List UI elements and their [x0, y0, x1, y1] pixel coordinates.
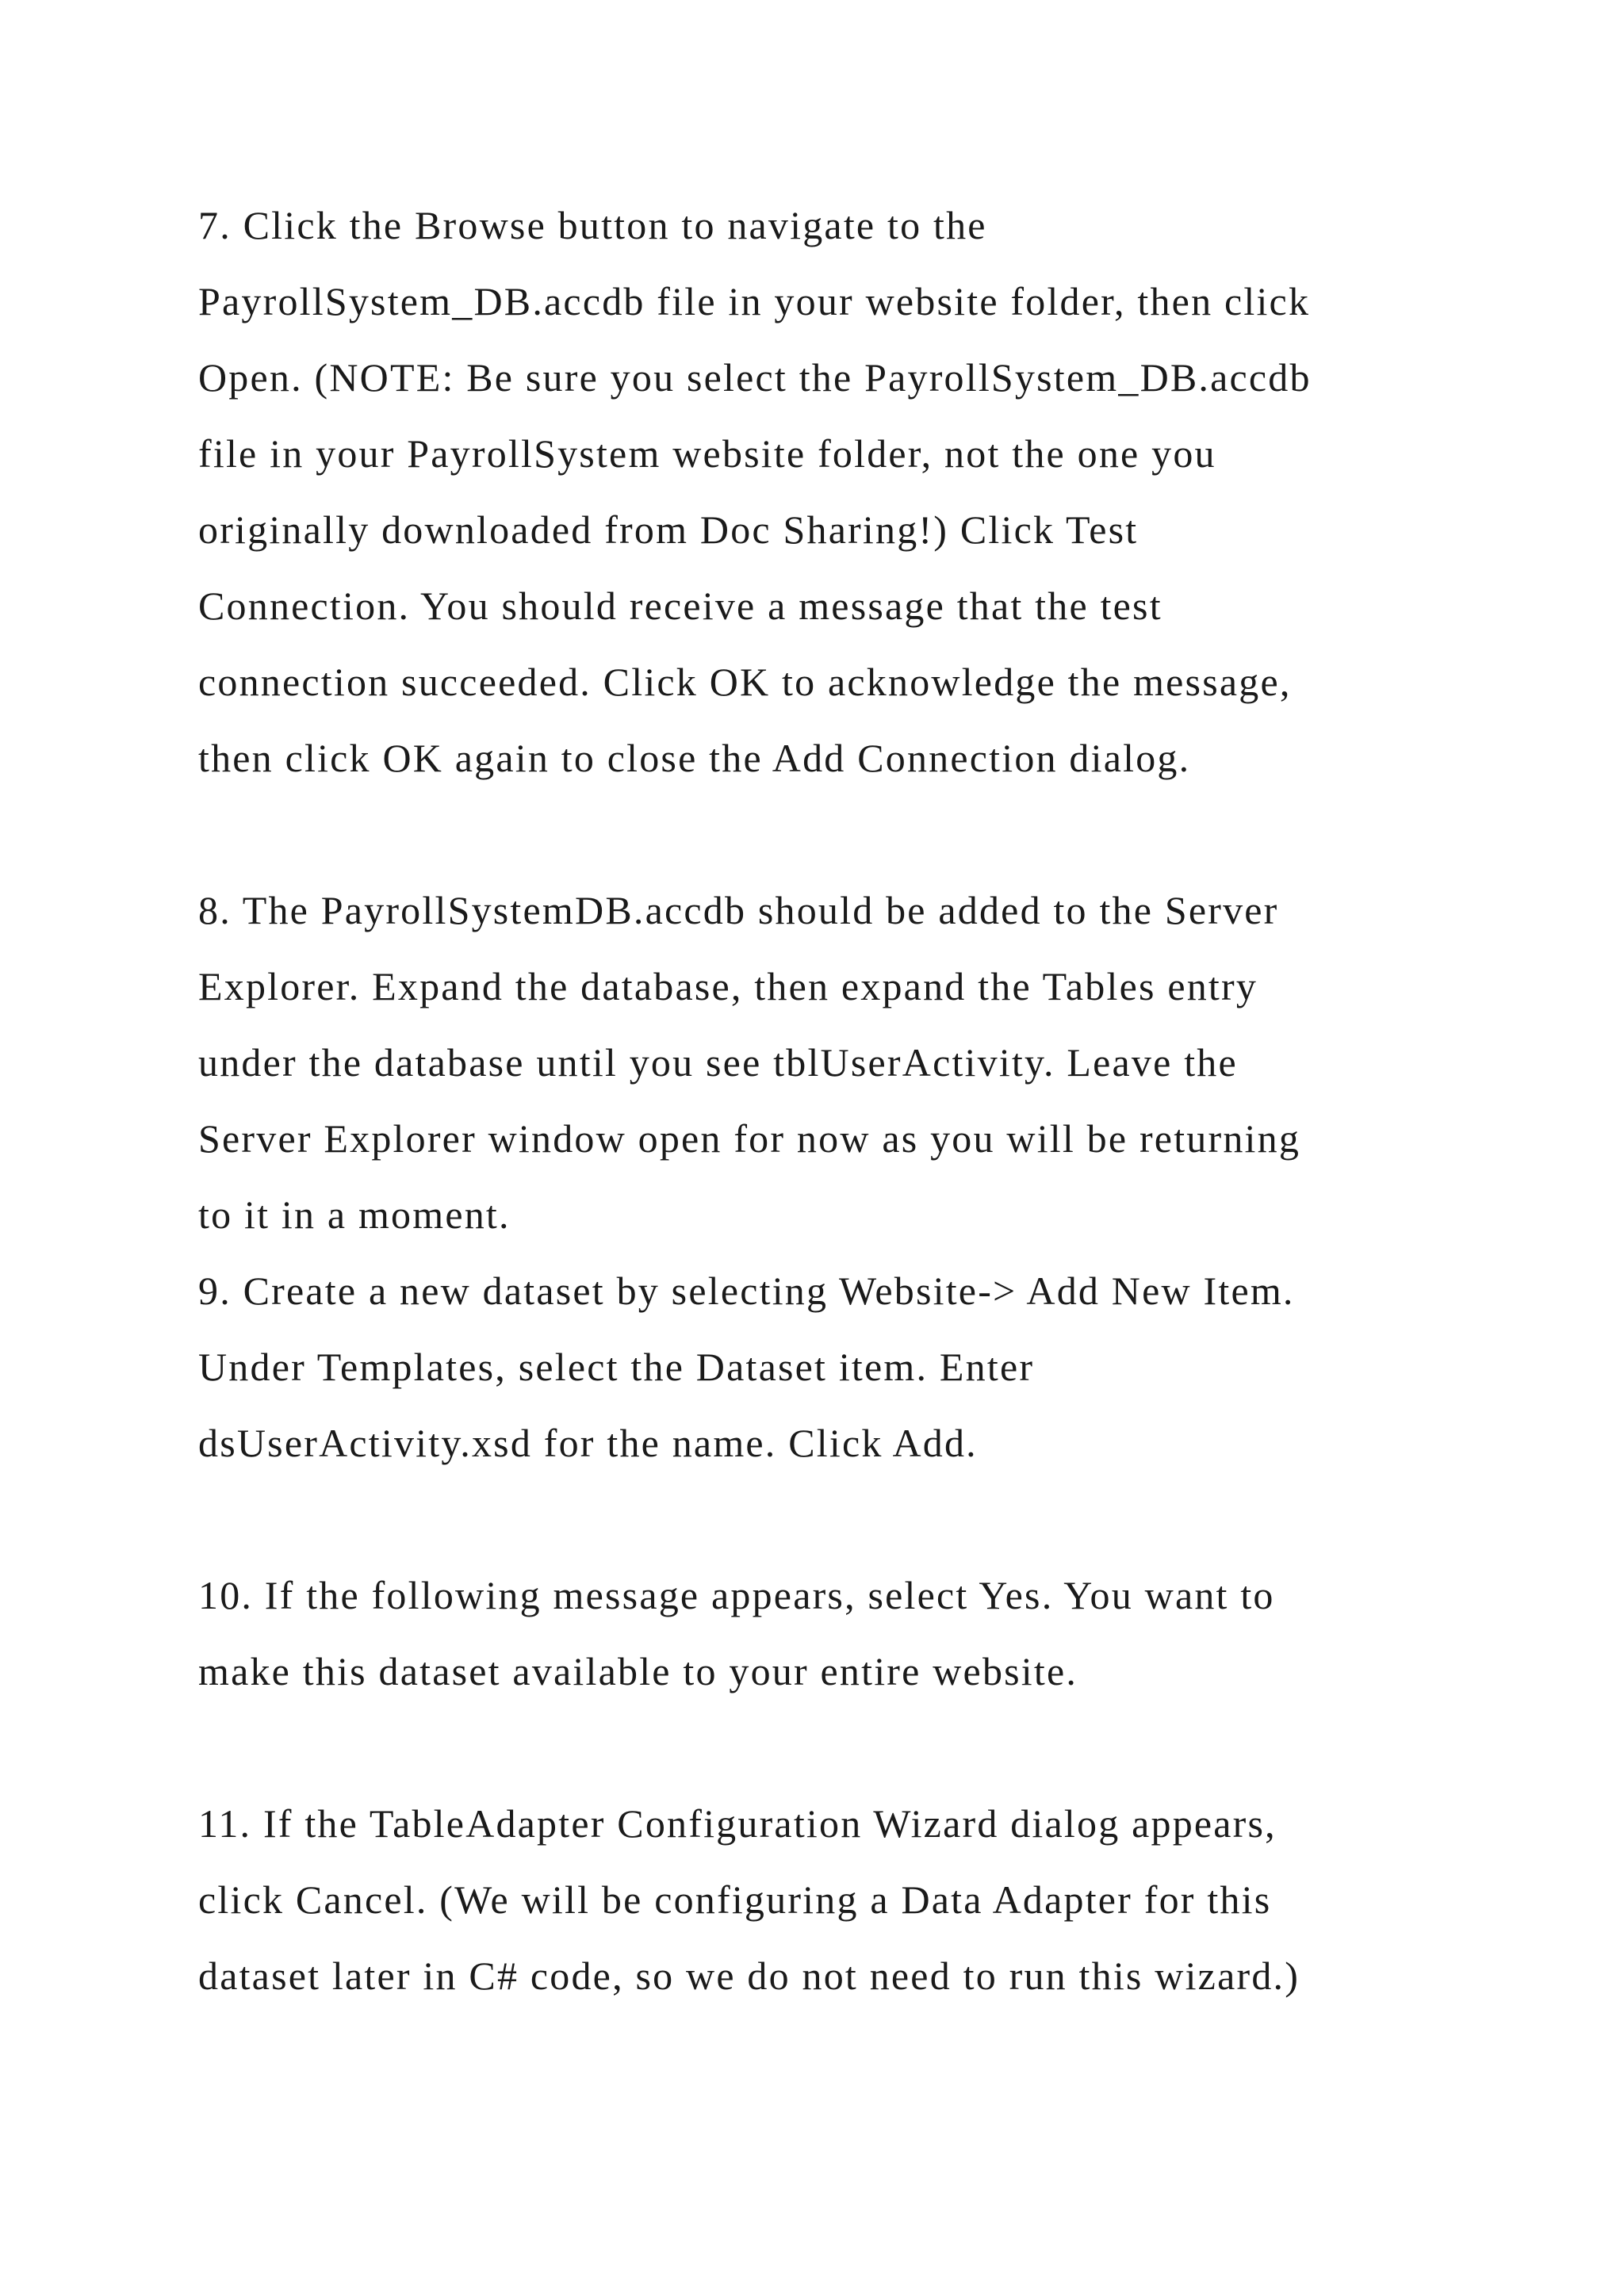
text-line: Under Templates, select the Dataset item. Enter: [198, 1345, 1035, 1389]
text-line: file in your PayrollSystem website folder, not the one you: [198, 431, 1216, 476]
step-8-paragraph: [198, 872, 1483, 1253]
step-11-paragraph: [198, 1785, 1483, 2014]
document-body: [198, 187, 1483, 2014]
text-line: to it in a moment.: [198, 1192, 511, 1237]
step-7-paragraph: [198, 187, 1483, 796]
text-line: 8. The PayrollSystemDB.accdb should be added to the Server: [198, 888, 1279, 932]
text-line: dsUserActivity.xsd for the name. Click Add.: [198, 1421, 978, 1465]
text-line: Server Explorer window open for now as you will be returning: [198, 1116, 1301, 1161]
step-10-paragraph: [198, 1557, 1483, 1709]
text-line: 7. Click the Browse button to navigate to the: [198, 203, 987, 247]
text-line: under the database until you see tblUserActivity. Leave the: [198, 1040, 1238, 1085]
step-9-paragraph: [198, 1253, 1483, 1481]
text-line: make this dataset available to your entire website.: [198, 1649, 1078, 1693]
text-line: Open. (NOTE: Be sure you select the PayrollSystem_DB.accdb: [198, 355, 1312, 400]
text-line: then click OK again to close the Add Connection dialog.: [198, 736, 1191, 780]
text-line: Connection. You should receive a message that the test: [198, 584, 1162, 628]
text-line: connection succeeded. Click OK to acknowledge the message,: [198, 660, 1292, 704]
paragraph-spacer: [198, 1709, 1483, 1785]
text-line: dataset later in C# code, so we do not need to run this wizard.): [198, 1954, 1300, 1998]
paragraph-spacer: [198, 1481, 1483, 1557]
text-line: 11. If the TableAdapter Configuration Wizard dialog appears,: [198, 1801, 1277, 1846]
text-line: PayrollSystem_DB.accdb file in your website folder, then click: [198, 279, 1311, 323]
text-line: 10. If the following message appears, select Yes. You want to: [198, 1573, 1275, 1617]
text-line: Explorer. Expand the database, then expand the Tables entry: [198, 964, 1258, 1008]
text-line: click Cancel. (We will be configuring a Data Adapter for this: [198, 1877, 1272, 1922]
text-line: 9. Create a new dataset by selecting Website-> Add New Item.: [198, 1269, 1295, 1313]
text-line: originally downloaded from Doc Sharing!) Click Test: [198, 507, 1139, 552]
paragraph-spacer: [198, 796, 1483, 872]
